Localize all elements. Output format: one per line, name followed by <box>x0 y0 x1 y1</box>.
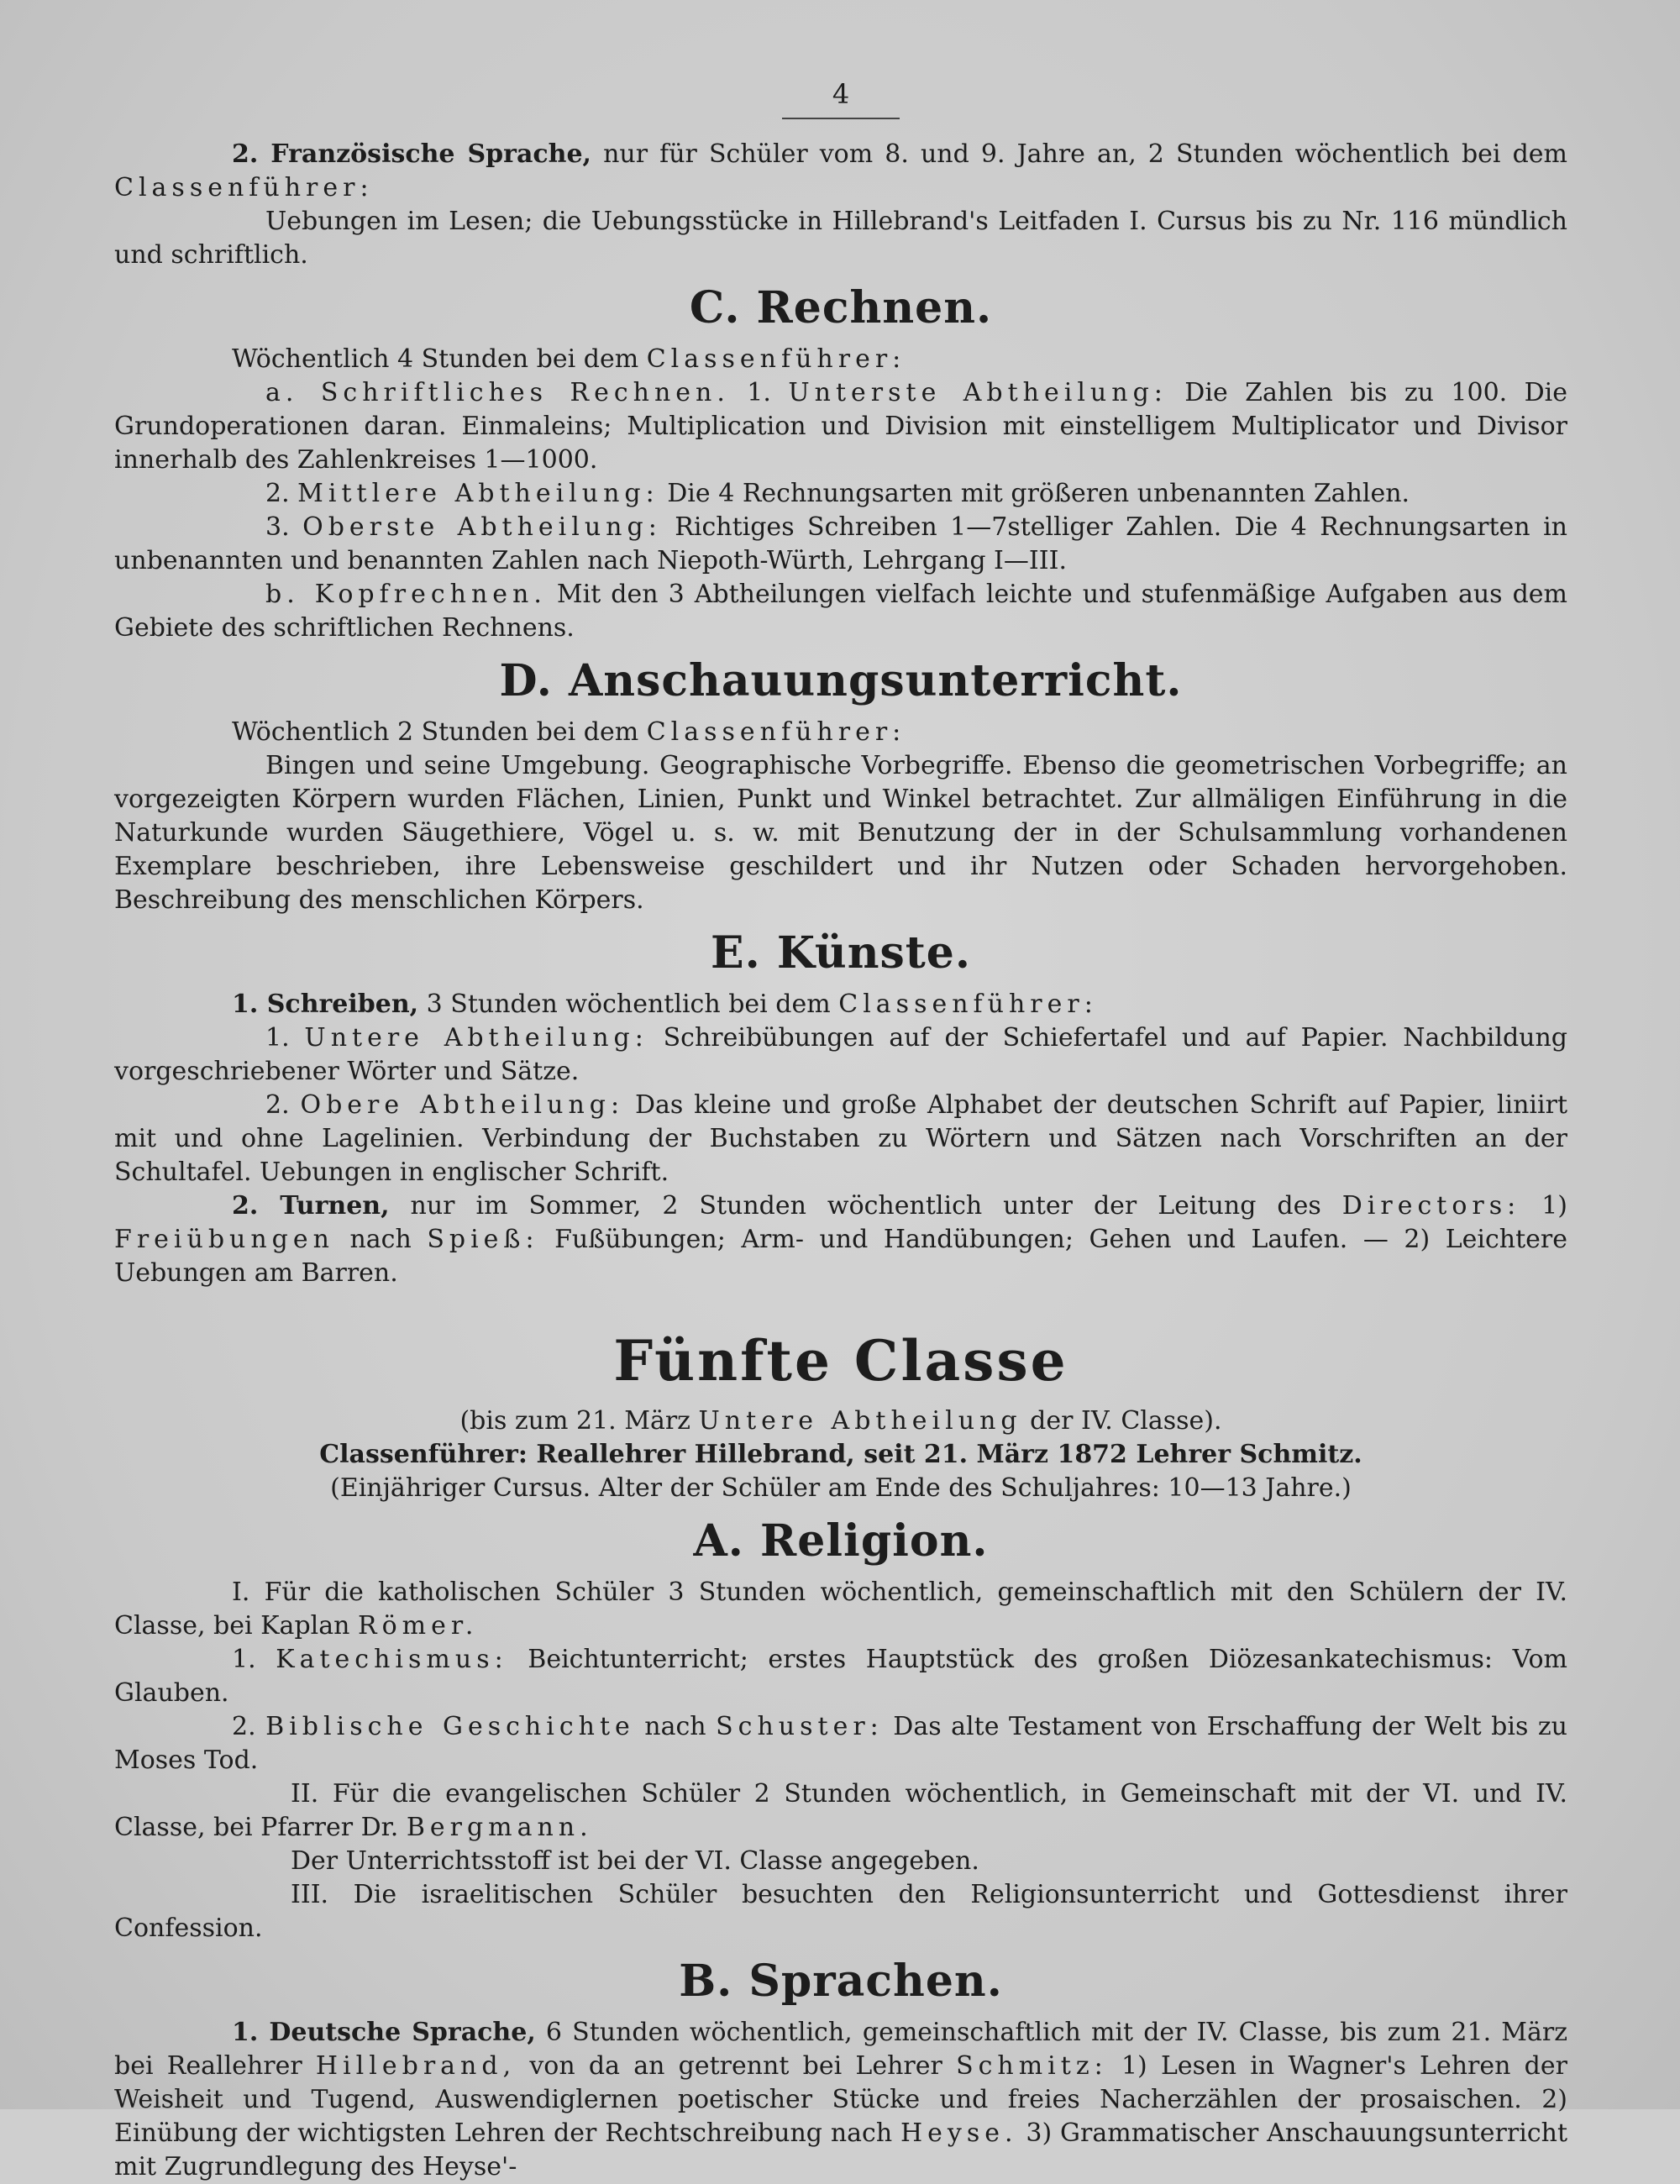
text: 3 Stunden wöchentlich bei dem <box>418 990 839 1019</box>
spaced-text: Classenführer: <box>646 717 906 747</box>
paragraph-rechnen-intro <box>114 343 1567 376</box>
paragraph-religion-2b: Der Unterrichtsstoff ist bei der VI. Classe angegeben. <box>291 1846 979 1876</box>
page-content <box>114 76 1567 2184</box>
paragraph-rechnen-2 <box>114 477 1567 511</box>
spaced-text: Classenführer: <box>114 173 374 202</box>
paragraph-religion-2 <box>114 1777 1567 1845</box>
text: Beichtunterricht; erstes Hauptstück des großen Diözesankatechismus: Vom Glauben. <box>114 1645 1567 1708</box>
text: Die 4 Rechnungsarten mit größeren unbenannten Zahlen. <box>659 479 1410 508</box>
spaced-text: Bergmann. <box>406 1813 593 1842</box>
paragraph-schreiben-1 <box>114 1021 1567 1089</box>
paragraph-rechnen-b <box>114 578 1567 645</box>
spaced-text: b. Kopfrechnen. <box>265 580 547 609</box>
text: nach <box>634 1712 717 1741</box>
section-heading-sprachen: B. Sprachen. <box>679 1956 1003 2007</box>
spaced-text: Unterste Abtheilung: <box>788 378 1168 407</box>
paragraph-rechnen-a <box>114 376 1567 477</box>
subject-heading: 1. Deutsche Sprache, <box>232 2018 536 2047</box>
class-title: Fünfte Classe <box>613 1328 1068 1394</box>
text: nach <box>333 1225 428 1254</box>
text: 3) Grammatischer Anschauungsunterricht mit Zugrundlegung des Heyse'- <box>114 2118 1568 2181</box>
text: 3. <box>265 512 303 542</box>
paragraph-religion-1-1 <box>114 1643 1567 1710</box>
spaced-text: Untere Abtheilung <box>698 1406 1022 1436</box>
text: 1. <box>265 1023 305 1053</box>
spaced-text: Untere Abtheilung: <box>304 1023 648 1053</box>
paragraph-religion-3: III. Die israelitischen Schüler besuchten den Religionsunterricht und Gottesdienst ihrer Confession. <box>114 1880 1567 1943</box>
text: 2. <box>265 1090 301 1120</box>
paragraph-schreiben <box>114 988 1567 1021</box>
subject-heading: 2. Turnen, <box>232 1191 390 1221</box>
text: Mit den 3 Abtheilungen vielfach leichte und stufenmäßige Aufgaben aus dem Gebiete des schriftlichen Rechnens. <box>114 580 1568 643</box>
section-heading-religion: A. Religion. <box>693 1515 989 1567</box>
text: Wöchentlich 2 Stunden bei dem <box>232 717 647 747</box>
spaced-text: Katechismus: <box>276 1645 508 1674</box>
text: 1. <box>729 378 789 407</box>
text: 1) Lesen in Wagner's Lehren der Weisheit und Tugend, Auswendiglernen poetischer Stücke und freies Nacherzählen der prosaischen. 2) Einübung der wichtigsten Lehren der Rechtschreibung nach <box>114 2051 1567 2148</box>
text: Die Zahlen bis zu 100. Die Grundoperationen daran. Einmaleins; Multiplication und Division mit einstelligem Multiplicator und Divisor innerhalb des Zahlenkreises 1—1000. <box>114 378 1568 475</box>
spaced-text: Mittlere Abtheilung: <box>297 479 659 508</box>
text: 1. <box>232 1645 276 1674</box>
spaced-text: Schuster: <box>716 1712 884 1741</box>
paragraph-turnen <box>114 1189 1567 1290</box>
text: nur für Schüler vom 8. und 9. Jahre an, 2 Stunden wöchentlich bei dem <box>591 139 1567 169</box>
text: 2. <box>232 1712 266 1741</box>
text: 6 Stunden wöchentlich, gemeinschaftlich mit der IV. Classe, bis zum 21. März bei Reallehrer <box>114 2018 1568 2081</box>
spaced-text: Directors: <box>1341 1191 1521 1221</box>
text: Das kleine und große Alphabet der deutschen Schrift auf Papier, liniirt mit und ohne Lagelinien. Verbindung der Buchstaben zu Wörtern und Sätzen nach Vorschriften an der Schultafel. Uebungen in englischer Schrift. <box>114 1090 1568 1187</box>
paragraph-anschauung-intro <box>114 716 1567 749</box>
spaced-text: Oberste Abtheilung: <box>302 512 662 542</box>
spaced-text: Freiübungen <box>114 1225 334 1254</box>
spaced-text: Römer. <box>357 1611 479 1641</box>
paragraph-schreiben-2 <box>114 1089 1567 1189</box>
paragraph-religion-1 <box>114 1576 1567 1643</box>
spaced-text: Heyse. <box>900 2118 1018 2148</box>
spaced-text: a. Schriftliches Rechnen. <box>265 378 730 407</box>
text: I. Für die katholischen Schüler 3 Stunden wöchentlich, gemeinschaftlich mit den Schülern der IV. Classe, bei Kaplan <box>114 1578 1567 1641</box>
section-heading-anschauung: D. Anschauungsunterricht. <box>499 655 1183 706</box>
page-number-rule <box>782 118 900 119</box>
text: Schreibübungen auf der Schiefertafel und auf Papier. Nachbildung vorgeschriebener Wörter und Sätze. <box>114 1023 1567 1086</box>
paragraph-anschauung-content: Bingen und seine Umgebung. Geographische Vorbegriffe. Ebenso die geometrischen Vorbegriffe; an vorgezeigten Körpern wurden Flächen, Linien, Punkt und Winkel betrachtet. Zur allmäligen Einführung in die Naturkunde wurden Säugethiere, Vögel u. s. w. mit Benutzung der in der Schulsammlung vorhandenen Exemplare beschrieben, ihre Lebensweise geschildert und ihr Nutzen oder Schaden hervorgehoben. Beschreibung des menschlichen Körpers. <box>114 751 1567 915</box>
text: (bis zum 21. März <box>459 1406 699 1436</box>
text: von da an getrennt bei Lehrer <box>516 2051 957 2081</box>
section-heading-rechnen: C. Rechnen. <box>689 282 993 333</box>
paragraph-franzoesisch <box>114 138 1567 205</box>
spaced-text: Obere Abtheilung: <box>300 1090 625 1120</box>
spaced-text: Biblische Geschichte <box>265 1712 635 1741</box>
text: Fußübungen; Arm- und Handübungen; Gehen und Laufen. — 2) Leichtere Uebungen am Barren. <box>114 1225 1567 1288</box>
text: Wöchentlich 4 Stunden bei dem <box>232 344 647 374</box>
text: Das alte Testament von Erschaffung der Welt bis zu Moses Tod. <box>114 1712 1567 1775</box>
text: nur im Sommer, 2 Stunden wöchentlich unter der Leitung des <box>389 1191 1342 1221</box>
text: 2. <box>265 479 298 508</box>
text: 1) <box>1520 1191 1568 1221</box>
section-heading-kuenste: E. Künste. <box>711 927 971 979</box>
paragraph-deutsch <box>114 2016 1567 2184</box>
page-number: 4 <box>832 78 850 110</box>
paragraph-rechnen-3 <box>114 511 1567 578</box>
spaced-text: Hillebrand, <box>315 2051 517 2081</box>
spaced-text: Spieß: <box>427 1225 539 1254</box>
subject-heading: 2. Französische Sprache, <box>232 139 591 169</box>
class-subtitle <box>114 1404 1567 1438</box>
subject-heading: 1. Schreiben, <box>232 990 419 1019</box>
text: Richtiges Schreiben 1—7stelliger Zahlen. Die 4 Rechnungsarten in unbenannten und benannten Zahlen nach Niepoth-Würth, Lehrgang I—III. <box>114 512 1567 575</box>
spaced-text: Classenführer: <box>646 344 906 374</box>
spaced-text: Schmitz: <box>956 2051 1108 2081</box>
text: der IV. Classe). <box>1021 1406 1222 1436</box>
class-course-info: (Einjähriger Cursus. Alter der Schüler am Ende des Schuljahres: 10—13 Jahre.) <box>330 1473 1352 1503</box>
text: II. Für die evangelischen Schüler 2 Stunden wöchentlich, in Gemeinschaft mit der VI. und IV. Classe, bei Pfarrer Dr. <box>114 1779 1567 1842</box>
spaced-text: Classenführer: <box>838 990 1098 1019</box>
paragraph-franzoesisch-content: Uebungen im Lesen; die Uebungsstücke in Hillebrand's Leitfaden I. Cursus bis zu Nr. 116 mündlich und schriftlich. <box>114 207 1567 270</box>
class-teacher-line: Classenführer: Reallehrer Hillebrand, seit 21. März 1872 Lehrer Schmitz. <box>319 1440 1362 1469</box>
paragraph-religion-1-2 <box>114 1710 1567 1777</box>
